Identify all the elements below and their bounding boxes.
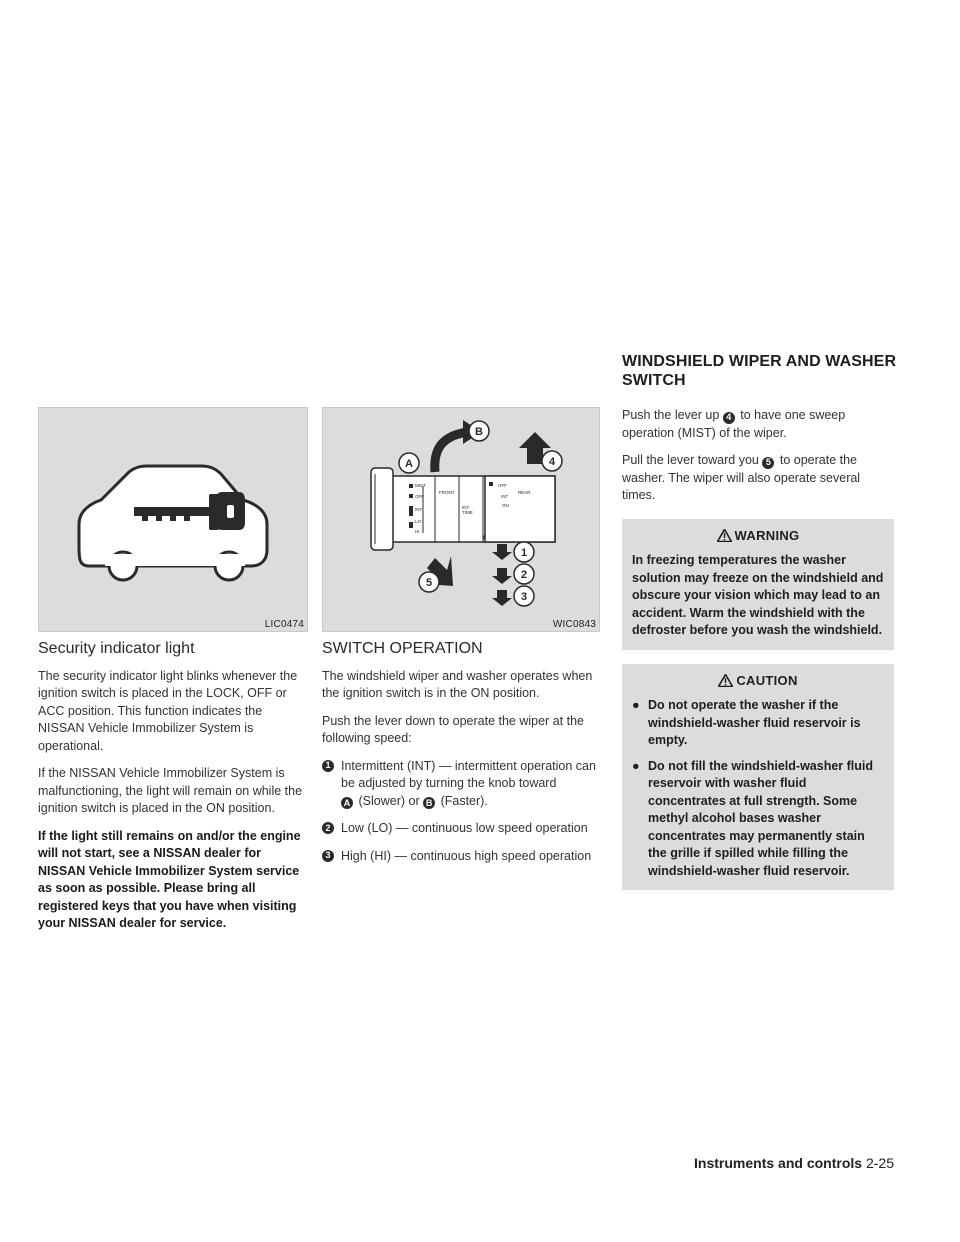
label-2: 2: [520, 569, 528, 581]
number-4-icon: 4: [723, 412, 735, 424]
switch-off: OFF: [415, 494, 424, 499]
page-footer: [694, 1155, 894, 1171]
item3-text: High (HI) — continuous high speed operation: [341, 848, 592, 863]
switch-front: FRONT: [439, 490, 455, 495]
item1-slower: (Slower) or: [358, 793, 420, 808]
item2-text: Low (LO) — continuous low speed operation: [341, 821, 588, 835]
wiper-switch-illustration: [323, 408, 599, 631]
caution-item-1: Do not operate the washer if the windshield-washer fluid reservoir is empty.: [648, 698, 861, 747]
page-number: 2-25: [865, 1155, 894, 1171]
right-column: [622, 407, 894, 900]
switch-operation-heading: SWITCH OPERATION: [322, 640, 483, 657]
switch-rear: REAR: [518, 490, 531, 495]
switch-rear-int: INT: [501, 494, 509, 499]
bullet-icon: ●: [632, 698, 640, 712]
switch-lo: LO: [415, 519, 422, 524]
wiper-switch-figure: [322, 407, 600, 632]
switch-paragraph-2: Push the lever down to operate the wiper at the following speed:: [322, 713, 584, 745]
number-1-icon: 1: [322, 760, 334, 772]
caution-box: [622, 664, 894, 891]
caution-triangle-icon: [718, 674, 733, 687]
caution-header: [632, 672, 884, 690]
switch-rear-off: OFF: [498, 483, 507, 488]
warning-text: In freezing temperatures the washer solution may freeze on the windshield and obscure your vision which may lead to an accident. Warm the windshield with the defroster before you wash the windshield.: [632, 553, 884, 637]
security-indicator-figure: [38, 407, 308, 632]
security-paragraph-2: If the NISSAN Vehicle Immobilizer System is malfunctioning, the light will remain on while the ignition switch is placed in the ON position.: [38, 766, 303, 815]
security-paragraph-1: The security indicator light blinks whenever the ignition switch is placed in the LOCK, OFF or ACC position. This function indicates the NISSAN Vehicle Immobilizer System is operational.: [38, 668, 298, 753]
label-5: 5: [425, 577, 433, 589]
switch-rear-on: ON: [502, 503, 509, 508]
list-item: [322, 758, 600, 811]
switch-int-time-2: TIME: [462, 510, 473, 515]
caution-title: CAUTION: [736, 672, 798, 688]
label-1: 1: [520, 547, 528, 559]
warning-header: [632, 527, 884, 545]
list-item: [322, 848, 600, 866]
list-item: [632, 758, 884, 881]
letter-b-icon: B: [423, 797, 435, 809]
figure-code: WIC0843: [552, 619, 596, 630]
label-4: 4: [548, 456, 556, 468]
number-3-icon: 3: [322, 850, 334, 862]
section-heading: WINDSHIELD WIPER AND WASHER SWITCH: [622, 353, 897, 389]
bullet-icon: ●: [632, 758, 640, 773]
switch-int: INT: [415, 507, 423, 512]
list-item: [322, 820, 600, 838]
list-item: [632, 697, 884, 750]
switch-mist: MIST: [415, 483, 426, 488]
item1-faster: (Faster).: [440, 793, 488, 808]
label-3: 3: [520, 591, 528, 603]
letter-a-icon: A: [341, 797, 353, 809]
figure-code: LIC0474: [264, 619, 304, 630]
warning-box: [622, 519, 894, 650]
car-key-illustration: [39, 408, 307, 631]
middle-column: [322, 640, 600, 875]
lever-up-paragraph: Push the lever up 4 to have one sweep operation (MIST) of the wiper.: [622, 408, 846, 440]
number-2-icon: 2: [322, 822, 334, 834]
switch-hi: HI: [415, 529, 420, 534]
lever-pull-paragraph: Pull the lever toward you 5 to operate the washer. The wiper will also operate several times.: [622, 453, 861, 502]
switch-int-time-1: INT: [462, 505, 470, 510]
item1-text: Intermittent (INT) — intermittent operation can be adjusted by turning the knob toward: [341, 758, 596, 790]
warning-title: WARNING: [734, 527, 800, 543]
caution-item-2: Do not fill the windshield-washer fluid reservoir with washer fluid concentrates at full strength. Some methyl alcohol bases washer concentrates may permanently stain the grille if spilled while filling the windshield-washer fluid reservoir.: [648, 758, 873, 878]
warning-triangle-icon: [717, 529, 732, 542]
label-a: A: [405, 458, 413, 470]
left-column: [38, 640, 308, 943]
label-b: B: [475, 426, 483, 438]
switch-paragraph-1: The windshield wiper and washer operates when the ignition switch is in the ON position.: [322, 668, 593, 700]
security-paragraph-3: If the light still remains on and/or the engine will not start, see a NISSAN dealer for NISSAN Vehicle Immobilizer System service as soon as possible. Please bring all registered keys that you have when visiting your NISSAN dealer for service.: [38, 828, 301, 930]
footer-title: Instruments and controls: [694, 1155, 863, 1171]
number-5-icon: 5: [762, 457, 774, 469]
security-heading: Security indicator light: [38, 640, 195, 657]
